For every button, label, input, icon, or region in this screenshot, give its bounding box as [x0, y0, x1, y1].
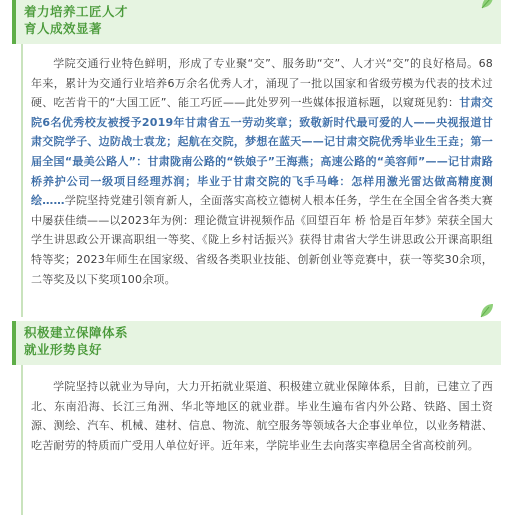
paragraph-text: 学院坚持以就业为导向，大力开拓就业渠道、积极建立就业保障体系，目前，已建立了西北、东南沿海、长江三角洲、华北等地区的就业群。毕业生遍布省内外公路、铁路、国土资源、测绘、汽车、机械、建材、信息、物流、航空服务等领域各大企事业单位，以业务精湛、吃苦耐劳的特质而广受用人单位好评。近年来，学院毕业生去向落实率稳居全省高校前列。 [31, 380, 493, 452]
section-title: 着力培养工匠人才 [24, 4, 129, 19]
section-header [12, 321, 501, 365]
highlighted-headlines: 甘肃交院6名优秀校友被授予2019年甘肃省五一劳动奖章；致敬新时代最可爱的人——央视报道甘肃交院学子、边防战士袁龙；起航在交院，梦想在蓝天——记甘肃交院优秀毕业生王垚；第一届全国“最美公路人”：甘肃陇南公路的“铁娘子”王海燕；高速公路的“美容师”——记甘肃路桥养护公司一级项目经理苏润；毕业于甘肃交院的飞手马峰：怎样用激光雷达做高精度测绘…… [31, 96, 493, 208]
section-paragraph [21, 365, 499, 515]
section-header [12, 0, 501, 44]
paragraph-text: 学院交通行业特色鲜明，形成了专业聚“交”、服务助“交”、人才兴“交”的良好格局。68年来，累计为交通行业培养6万余名优秀人才，涌现了一批以国家和省级劳模为代表的技术过硬、吃苦肯干的“大国工匠”、能工巧匠——此处罗列一些媒体报道标题，以窥斑见豹： [31, 57, 493, 110]
paragraph-text: 学院坚持党建引领育新人，全面落实高校立德树人根本任务，学生在全国全省各类大赛中屡获佳绩——以2023年为例：理论微宣讲视频作品《回望百年 桥 恰是百年梦》荣获全国大学生讲思政公开课高职组一等奖、《陇上乡村话振兴》获得甘肃省大学生讲思政公开课高职组特等奖；2023年师生在国家级、省级各类职业技能、创新创业等竞赛中，获一等奖30余项，二等奖及以下奖项100余项。 [31, 194, 493, 286]
leaf-icon [477, 301, 495, 319]
section-subtitle: 就业形势良好 [24, 342, 103, 357]
leaf-icon [479, 0, 495, 10]
section-subtitle: 育人成效显著 [24, 21, 103, 36]
section-title: 积极建立保障体系 [24, 325, 129, 340]
section-employment [0, 321, 515, 515]
section-paragraph [21, 44, 499, 317]
